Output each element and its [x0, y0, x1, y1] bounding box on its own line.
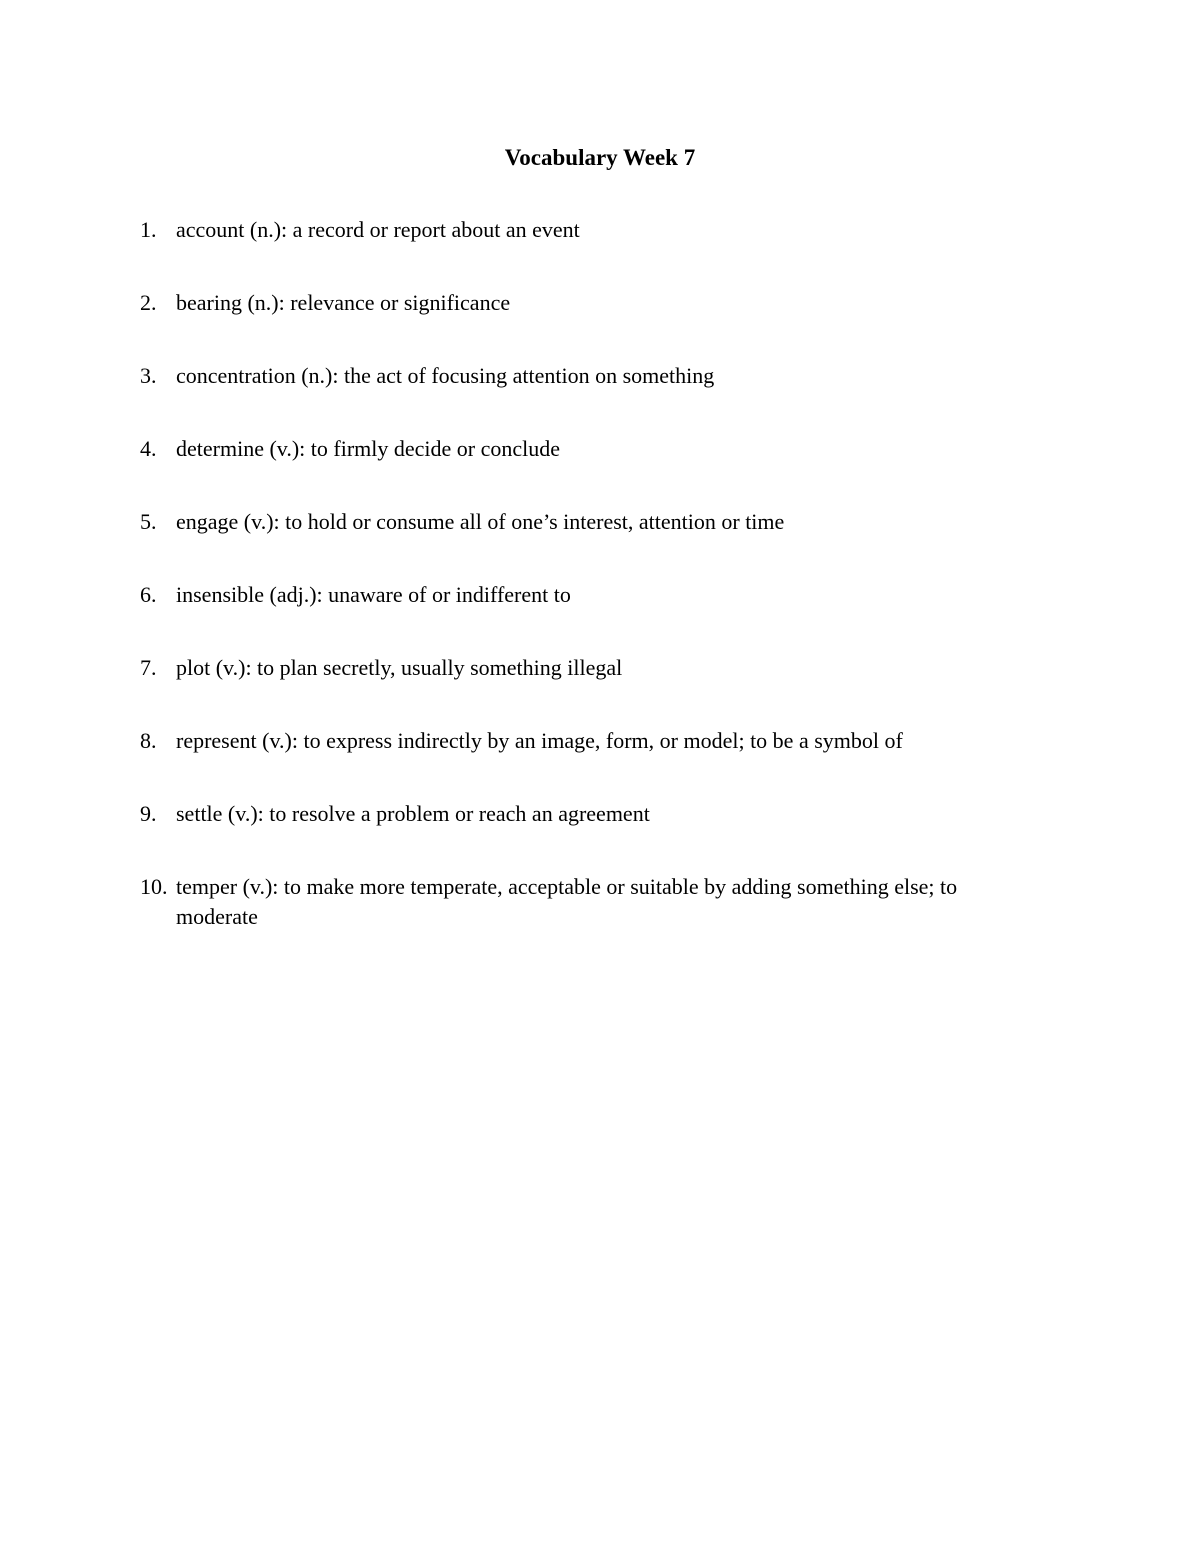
- list-item: [140, 215, 1040, 245]
- list-item: [140, 434, 1040, 464]
- item-number: 10.: [140, 874, 168, 899]
- list-item: [140, 653, 1040, 683]
- list-item: [140, 799, 1040, 829]
- item-definition: settle (v.): to resolve a problem or reach an agreement: [176, 801, 650, 826]
- list-item: [140, 507, 1040, 537]
- document-title: Vocabulary Week 7: [504, 145, 696, 170]
- item-number: 5.: [140, 509, 157, 534]
- item-number: 3.: [140, 363, 157, 388]
- list-item: [140, 580, 1040, 610]
- list-item: [140, 872, 1040, 932]
- item-definition: determine (v.): to firmly decide or conclude: [176, 436, 561, 461]
- item-definition: represent (v.): to express indirectly by an image, form, or model; to be a symbol of: [176, 728, 903, 753]
- list-item: [140, 288, 1040, 318]
- item-number: 9.: [140, 801, 157, 826]
- item-number: 2.: [140, 290, 157, 315]
- item-number: 8.: [140, 728, 157, 753]
- list-item: [140, 361, 1040, 391]
- vocabulary-list: [140, 215, 1040, 975]
- item-definition: concentration (n.): the act of focusing attention on something: [176, 363, 715, 388]
- item-definition: bearing (n.): relevance or significance: [176, 290, 511, 315]
- item-definition: account (n.): a record or report about an event: [176, 217, 580, 242]
- item-number: 7.: [140, 655, 157, 680]
- item-definition: engage (v.): to hold or consume all of one’s interest, attention or time: [176, 509, 785, 534]
- item-number: 1.: [140, 217, 157, 242]
- item-definition: insensible (adj.): unaware of or indifferent to: [176, 582, 571, 607]
- item-definition: plot (v.): to plan secretly, usually something illegal: [176, 655, 623, 680]
- item-number: 4.: [140, 436, 157, 461]
- list-item: [140, 726, 1040, 756]
- item-number: 6.: [140, 582, 157, 607]
- item-definition: temper (v.): to make more temperate, acceptable or suitable by adding something else; to moderate: [176, 874, 958, 929]
